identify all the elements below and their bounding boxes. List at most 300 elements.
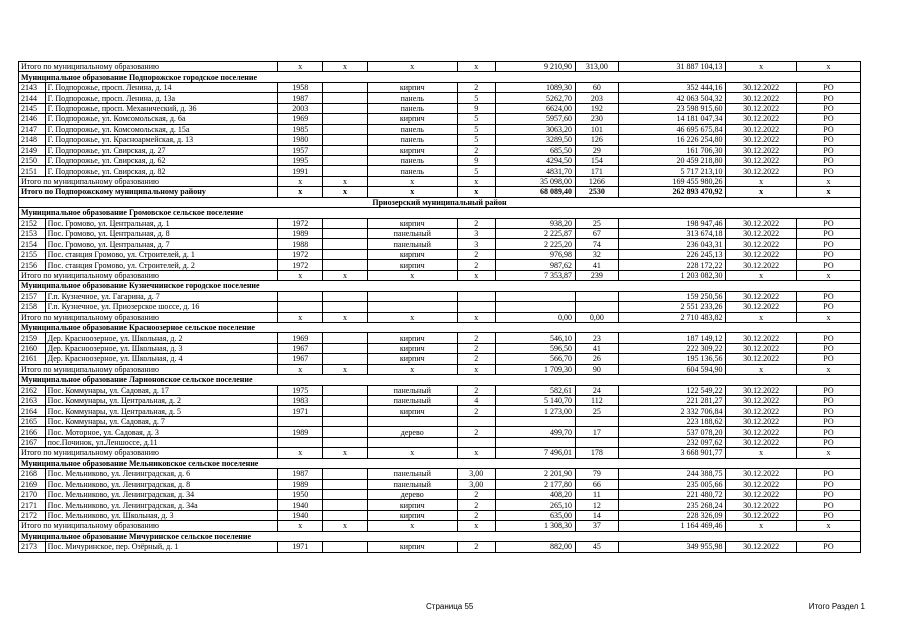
table-row bbox=[19, 135, 861, 145]
table-cell: 30.12.2022 bbox=[726, 302, 796, 312]
table-cell bbox=[323, 437, 368, 447]
subtotal-row bbox=[19, 448, 861, 458]
table-cell: x bbox=[323, 62, 368, 72]
table-cell: 5262,70 bbox=[495, 93, 575, 103]
table-cell: x bbox=[726, 187, 796, 197]
table-cell: 126 bbox=[576, 135, 619, 145]
table-cell: 6624,00 bbox=[495, 103, 575, 113]
table-cell bbox=[323, 385, 368, 395]
table-cell: 1995 bbox=[278, 155, 323, 165]
section-header-row bbox=[19, 322, 861, 332]
table-cell: 2 bbox=[457, 510, 495, 520]
table-cell bbox=[323, 93, 368, 103]
table-cell: 2 bbox=[457, 427, 495, 437]
table-cell: 2168 bbox=[19, 469, 46, 479]
table-cell: 2152 bbox=[19, 218, 46, 228]
table-cell: 30.12.2022 bbox=[726, 218, 796, 228]
table-cell bbox=[323, 500, 368, 510]
table-cell: 2166 bbox=[19, 427, 46, 437]
table-cell bbox=[323, 260, 368, 270]
table-cell: Пос. станция Громово, ул. Строителей, д. 2 bbox=[45, 260, 278, 270]
table-cell: кирпич bbox=[367, 114, 457, 124]
table-cell: 1983 bbox=[278, 396, 323, 406]
table-cell: Г. Подпорожье, ул. Красноармейская, д. 13 bbox=[45, 135, 278, 145]
table-cell bbox=[457, 291, 495, 301]
table-row bbox=[19, 93, 861, 103]
table-cell: Итого по муниципальному образованию bbox=[19, 312, 278, 322]
table-cell: 30.12.2022 bbox=[726, 500, 796, 510]
table-cell: Муниципальное образование Мичуринское сельское поселение bbox=[19, 531, 861, 541]
table-row bbox=[19, 469, 861, 479]
table-cell: 566,70 bbox=[495, 354, 575, 364]
table-row bbox=[19, 354, 861, 364]
table-row bbox=[19, 396, 861, 406]
table-cell: 37 bbox=[576, 521, 619, 531]
table-cell: 5 bbox=[457, 93, 495, 103]
table-cell: x bbox=[457, 62, 495, 72]
table-cell: 0,00 bbox=[576, 312, 619, 322]
table-cell: панель bbox=[367, 135, 457, 145]
table-row bbox=[19, 437, 861, 447]
table-row bbox=[19, 249, 861, 259]
table-cell: РО bbox=[796, 302, 860, 312]
table-cell: 101 bbox=[576, 124, 619, 134]
table-cell: 171 bbox=[576, 166, 619, 176]
table-cell: 604 594,90 bbox=[618, 364, 726, 374]
table-cell: 30.12.2022 bbox=[726, 239, 796, 249]
table-cell: 32 bbox=[576, 249, 619, 259]
table-cell: 221 480,72 bbox=[618, 489, 726, 499]
table-cell: 2171 bbox=[19, 500, 46, 510]
table-cell: Дер. Красноозерное, ул. Школьная, д. 2 bbox=[45, 333, 278, 343]
table-cell: 352 444,16 bbox=[618, 82, 726, 92]
table-cell: Итого по Подпорожскому муниципальному району bbox=[19, 187, 278, 197]
table-cell: 30.12.2022 bbox=[726, 291, 796, 301]
table-cell: 30.12.2022 bbox=[726, 416, 796, 426]
table-cell: 30.12.2022 bbox=[726, 343, 796, 353]
table-cell: 2144 bbox=[19, 93, 46, 103]
table-cell: 154 bbox=[576, 155, 619, 165]
table-cell: Г.п. Кузнечное, ул. Приозерское шоссе, д. 16 bbox=[45, 302, 278, 312]
table-cell bbox=[323, 416, 368, 426]
table-cell: 349 955,98 bbox=[618, 542, 726, 552]
table-cell: Г. Подпорожье, ул. Комсомольская, д. 6а bbox=[45, 114, 278, 124]
table-cell: 68 089,40 bbox=[495, 187, 575, 197]
table-cell: 2 225,87 bbox=[495, 229, 575, 239]
table-cell: РО bbox=[796, 469, 860, 479]
table-cell: 5 140,70 bbox=[495, 396, 575, 406]
table-cell bbox=[495, 302, 575, 312]
table-cell: 313 674,18 bbox=[618, 229, 726, 239]
table-cell: x bbox=[796, 448, 860, 458]
table-cell: 2150 bbox=[19, 155, 46, 165]
table-cell bbox=[323, 354, 368, 364]
table-cell: x bbox=[726, 312, 796, 322]
table-cell: 30.12.2022 bbox=[726, 510, 796, 520]
table-cell: кирпич bbox=[367, 82, 457, 92]
table-cell: 42 063 504,32 bbox=[618, 93, 726, 103]
table-cell: 30.12.2022 bbox=[726, 145, 796, 155]
table-cell: 408,20 bbox=[495, 489, 575, 499]
table-cell: x bbox=[457, 521, 495, 531]
table-cell: дерево bbox=[367, 489, 457, 499]
table-cell: x bbox=[726, 448, 796, 458]
table-cell: 4831,70 bbox=[495, 166, 575, 176]
table-cell: x bbox=[796, 62, 860, 72]
table-cell: 30.12.2022 bbox=[726, 396, 796, 406]
table-row bbox=[19, 479, 861, 489]
table-cell: 2155 bbox=[19, 249, 46, 259]
table-cell: x bbox=[323, 176, 368, 186]
table-cell: x bbox=[323, 521, 368, 531]
table-cell: 5 bbox=[457, 166, 495, 176]
table-cell: x bbox=[796, 312, 860, 322]
table-cell: 3 bbox=[457, 239, 495, 249]
table-cell bbox=[323, 82, 368, 92]
table-cell: 2154 bbox=[19, 239, 46, 249]
table-cell: 30.12.2022 bbox=[726, 260, 796, 270]
table-cell: x bbox=[796, 176, 860, 186]
table-cell: Пос. станция Громово, ул. Строителей, д. 1 bbox=[45, 249, 278, 259]
table-cell: 30.12.2022 bbox=[726, 114, 796, 124]
table-cell: 1958 bbox=[278, 82, 323, 92]
table-cell bbox=[323, 333, 368, 343]
table-cell: 230 bbox=[576, 114, 619, 124]
table-cell: кирпич bbox=[367, 542, 457, 552]
table-cell bbox=[323, 406, 368, 416]
table-cell: x bbox=[323, 187, 368, 197]
table-cell: 3,00 bbox=[457, 469, 495, 479]
table-cell: кирпич bbox=[367, 500, 457, 510]
table-cell: 29 bbox=[576, 145, 619, 155]
table-cell: x bbox=[323, 270, 368, 280]
table-cell: 2170 bbox=[19, 489, 46, 499]
table-cell: Дер. Красноозерное, ул. Школьная, д. 3 bbox=[45, 343, 278, 353]
table-cell: Пос. Мельниково, ул. Школьная, д. 3 bbox=[45, 510, 278, 520]
table-cell: 2 551 233,26 bbox=[618, 302, 726, 312]
table-row bbox=[19, 385, 861, 395]
table-cell: 2161 bbox=[19, 354, 46, 364]
table-cell: 1940 bbox=[278, 510, 323, 520]
table-cell: панельный bbox=[367, 469, 457, 479]
table-cell: x bbox=[457, 312, 495, 322]
table-cell: 30.12.2022 bbox=[726, 406, 796, 416]
table-cell: Пос. Мельниково, ул. Ленинградская, д. 8 bbox=[45, 479, 278, 489]
table-cell: РО bbox=[796, 510, 860, 520]
table-cell bbox=[323, 291, 368, 301]
table-cell: x bbox=[278, 312, 323, 322]
table-cell: 5 bbox=[457, 135, 495, 145]
table-cell: кирпич bbox=[367, 249, 457, 259]
table-cell: x bbox=[278, 187, 323, 197]
table-cell: Муниципальное образование Подпорожское городское поселение bbox=[19, 72, 861, 82]
table-cell: 16 226 254,80 bbox=[618, 135, 726, 145]
table-cell: 2163 bbox=[19, 396, 46, 406]
table-cell bbox=[278, 302, 323, 312]
table-cell: 499,70 bbox=[495, 427, 575, 437]
table-cell: 2160 bbox=[19, 343, 46, 353]
table-cell: Г. Подпорожье, ул. Свирская, д. 82 bbox=[45, 166, 278, 176]
page-number: Страница 55 bbox=[426, 602, 474, 611]
table-row bbox=[19, 114, 861, 124]
table-cell: x bbox=[278, 448, 323, 458]
subtotal-row bbox=[19, 62, 861, 72]
table-cell: Г. Подпорожье, ул. Свирская, д. 27 bbox=[45, 145, 278, 155]
table-cell: РО bbox=[796, 427, 860, 437]
table-cell: x bbox=[367, 176, 457, 186]
table-cell: РО bbox=[796, 145, 860, 155]
table-cell: Пос. Мельниково, ул. Ленинградская, д. 34а bbox=[45, 500, 278, 510]
table-cell: 3289,50 bbox=[495, 135, 575, 145]
table-body bbox=[19, 62, 861, 553]
table-cell: x bbox=[726, 176, 796, 186]
table-cell: РО bbox=[796, 239, 860, 249]
table-cell: x bbox=[278, 62, 323, 72]
table-cell: РО bbox=[796, 406, 860, 416]
table-cell: 30.12.2022 bbox=[726, 82, 796, 92]
table-cell: x bbox=[457, 270, 495, 280]
table-cell: панельный bbox=[367, 396, 457, 406]
table-cell: x bbox=[278, 364, 323, 374]
table-cell: 23 bbox=[576, 333, 619, 343]
table-cell: x bbox=[278, 270, 323, 280]
table-cell: Пос. Коммунары, ул. Центральная, д. 2 bbox=[45, 396, 278, 406]
table-cell: 203 bbox=[576, 93, 619, 103]
table-cell: РО bbox=[796, 291, 860, 301]
table-cell: панель bbox=[367, 124, 457, 134]
table-cell bbox=[323, 155, 368, 165]
table-cell bbox=[495, 416, 575, 426]
table-cell: Пос. Коммунары, ул. Садовая, д. 17 bbox=[45, 385, 278, 395]
table-row bbox=[19, 489, 861, 499]
table-cell: 24 bbox=[576, 385, 619, 395]
table-cell: x bbox=[457, 364, 495, 374]
table-cell: 235 005,66 bbox=[618, 479, 726, 489]
table-cell: 226 245,13 bbox=[618, 249, 726, 259]
table-cell: 1950 bbox=[278, 489, 323, 499]
table-cell: 2530 bbox=[576, 187, 619, 197]
table-cell: 228 172,22 bbox=[618, 260, 726, 270]
table-cell: 90 bbox=[576, 364, 619, 374]
section-header-row bbox=[19, 531, 861, 541]
table-cell bbox=[323, 542, 368, 552]
table-cell: x bbox=[367, 62, 457, 72]
table-row bbox=[19, 103, 861, 113]
table-cell bbox=[323, 145, 368, 155]
table-cell bbox=[495, 437, 575, 447]
table-cell: 2 bbox=[457, 354, 495, 364]
table-cell: 60 bbox=[576, 82, 619, 92]
table-cell: РО bbox=[796, 103, 860, 113]
table-cell: Пос. Мельниково, ул. Ленинградская, д. 34 bbox=[45, 489, 278, 499]
table-cell: 2003 bbox=[278, 103, 323, 113]
table-cell: панель bbox=[367, 155, 457, 165]
table-cell: x bbox=[367, 448, 457, 458]
table-cell: РО bbox=[796, 479, 860, 489]
table-cell: 2164 bbox=[19, 406, 46, 416]
table-cell: Муниципальное образование Мельниковское сельское поселение bbox=[19, 458, 861, 468]
table-cell: 2172 bbox=[19, 510, 46, 520]
table-row bbox=[19, 291, 861, 301]
table-cell: 1972 bbox=[278, 260, 323, 270]
table-cell: x bbox=[278, 521, 323, 531]
table-cell: 221 281,27 bbox=[618, 396, 726, 406]
table-cell: 20 459 218,80 bbox=[618, 155, 726, 165]
table-cell bbox=[367, 302, 457, 312]
table-cell: 2165 bbox=[19, 416, 46, 426]
table-cell: 235 268,24 bbox=[618, 500, 726, 510]
table-cell bbox=[323, 479, 368, 489]
table-row bbox=[19, 166, 861, 176]
table-cell bbox=[457, 302, 495, 312]
table-cell: 265,10 bbox=[495, 500, 575, 510]
table-cell: 5 bbox=[457, 124, 495, 134]
table-cell: Муниципальное образование Ларионовское сельское поселение bbox=[19, 375, 861, 385]
table-cell: 2145 bbox=[19, 103, 46, 113]
table-cell: 159 250,56 bbox=[618, 291, 726, 301]
table-cell: панель bbox=[367, 166, 457, 176]
table-cell: Итого по муниципальному образованию bbox=[19, 176, 278, 186]
table-cell: 1 203 082,30 bbox=[618, 270, 726, 280]
table-cell: 2147 bbox=[19, 124, 46, 134]
table-cell: дерево bbox=[367, 427, 457, 437]
table-cell: x bbox=[323, 312, 368, 322]
table-cell: 178 bbox=[576, 448, 619, 458]
table-cell: 882,00 bbox=[495, 542, 575, 552]
table-cell bbox=[367, 416, 457, 426]
table-cell: 161 706,30 bbox=[618, 145, 726, 155]
table-cell: 1266 bbox=[576, 176, 619, 186]
table-cell: РО bbox=[796, 218, 860, 228]
table-cell: 1989 bbox=[278, 479, 323, 489]
table-cell: 1987 bbox=[278, 93, 323, 103]
table-cell: кирпич bbox=[367, 333, 457, 343]
table-cell: РО bbox=[796, 249, 860, 259]
table-cell: панель bbox=[367, 103, 457, 113]
table-cell: Г.п. Кузнечное, ул. Гагарина, д. 7 bbox=[45, 291, 278, 301]
table-cell: 11 bbox=[576, 489, 619, 499]
subtotal-row bbox=[19, 312, 861, 322]
table-cell: 2151 bbox=[19, 166, 46, 176]
table-cell: 23 598 915,60 bbox=[618, 103, 726, 113]
table-cell: РО bbox=[796, 333, 860, 343]
table-cell bbox=[323, 343, 368, 353]
table-cell: 26 bbox=[576, 354, 619, 364]
table-cell: 30.12.2022 bbox=[726, 155, 796, 165]
table-cell: 5 717 213,10 bbox=[618, 166, 726, 176]
table-cell: 67 bbox=[576, 229, 619, 239]
section-header-row bbox=[19, 208, 861, 218]
table-row bbox=[19, 155, 861, 165]
table-cell: пос.Починок, ул.Леншоссе, д.11 bbox=[45, 437, 278, 447]
table-cell: 2 bbox=[457, 489, 495, 499]
table-cell: 30.12.2022 bbox=[726, 542, 796, 552]
table-cell: РО bbox=[796, 166, 860, 176]
table-cell bbox=[323, 249, 368, 259]
table-cell: 30.12.2022 bbox=[726, 135, 796, 145]
table-cell: Итого по муниципальному образованию bbox=[19, 521, 278, 531]
table-cell: x bbox=[457, 448, 495, 458]
table-cell bbox=[323, 302, 368, 312]
subtotal-row bbox=[19, 176, 861, 186]
table-cell: 635,00 bbox=[495, 510, 575, 520]
table-row bbox=[19, 239, 861, 249]
table-cell: 66 bbox=[576, 479, 619, 489]
table-cell: 262 893 470,92 bbox=[618, 187, 726, 197]
table-cell: РО bbox=[796, 500, 860, 510]
table-cell: 30.12.2022 bbox=[726, 333, 796, 343]
table-cell: 30.12.2022 bbox=[726, 249, 796, 259]
table-row bbox=[19, 124, 861, 134]
table-cell: РО bbox=[796, 437, 860, 447]
table-cell: x bbox=[726, 521, 796, 531]
table-cell: 2 177,80 bbox=[495, 479, 575, 489]
table-cell: 25 bbox=[576, 406, 619, 416]
table-cell: 2143 bbox=[19, 82, 46, 92]
table-cell: 685,50 bbox=[495, 145, 575, 155]
table-cell bbox=[323, 229, 368, 239]
table-cell: 2 225,20 bbox=[495, 239, 575, 249]
section-header-row bbox=[19, 375, 861, 385]
section-header-row bbox=[19, 281, 861, 291]
table-cell: 192 bbox=[576, 103, 619, 113]
table-cell: 2173 bbox=[19, 542, 46, 552]
table-cell: 30.12.2022 bbox=[726, 489, 796, 499]
section-header-row bbox=[19, 458, 861, 468]
table-cell: 30.12.2022 bbox=[726, 427, 796, 437]
table-cell bbox=[278, 437, 323, 447]
table-cell: 2156 bbox=[19, 260, 46, 270]
table-cell: 2 bbox=[457, 260, 495, 270]
table-cell: 41 bbox=[576, 343, 619, 353]
table-cell: Г. Подпорожье, ул. Комсомольская, д. 15а bbox=[45, 124, 278, 134]
table-cell: 14 bbox=[576, 510, 619, 520]
table-cell bbox=[495, 291, 575, 301]
table-cell: x bbox=[367, 312, 457, 322]
table-cell: 1967 bbox=[278, 354, 323, 364]
table-cell: 2 bbox=[457, 343, 495, 353]
table-cell: 112 bbox=[576, 396, 619, 406]
subtotal-row bbox=[19, 270, 861, 280]
table-cell: 9 bbox=[457, 155, 495, 165]
table-cell: Итого по муниципальному образованию bbox=[19, 270, 278, 280]
table-cell: Г. Подпорожье, просп. Ленина, д. 14 bbox=[45, 82, 278, 92]
table-cell bbox=[278, 291, 323, 301]
table-cell: кирпич bbox=[367, 145, 457, 155]
table-cell: 122 549,22 bbox=[618, 385, 726, 395]
table-cell: 169 455 980,26 bbox=[618, 176, 726, 186]
table-cell: 12 bbox=[576, 500, 619, 510]
table-cell: x bbox=[726, 62, 796, 72]
table-cell: 313,00 bbox=[576, 62, 619, 72]
table-cell: 2159 bbox=[19, 333, 46, 343]
table-cell: x bbox=[367, 187, 457, 197]
table-cell: панельный bbox=[367, 239, 457, 249]
table-cell: 239 bbox=[576, 270, 619, 280]
table-cell: 2 bbox=[457, 145, 495, 155]
district-total-row bbox=[19, 187, 861, 197]
table-cell: 1989 bbox=[278, 229, 323, 239]
table-cell: 17 bbox=[576, 427, 619, 437]
table-cell bbox=[323, 427, 368, 437]
table-row bbox=[19, 82, 861, 92]
table-row bbox=[19, 510, 861, 520]
table-cell: Дер. Красноозерное, ул. Школьная, д. 4 bbox=[45, 354, 278, 364]
table-cell: РО bbox=[796, 229, 860, 239]
table-cell: 195 136,56 bbox=[618, 354, 726, 364]
table-cell: 30.12.2022 bbox=[726, 124, 796, 134]
table-cell: 7 496,01 bbox=[495, 448, 575, 458]
